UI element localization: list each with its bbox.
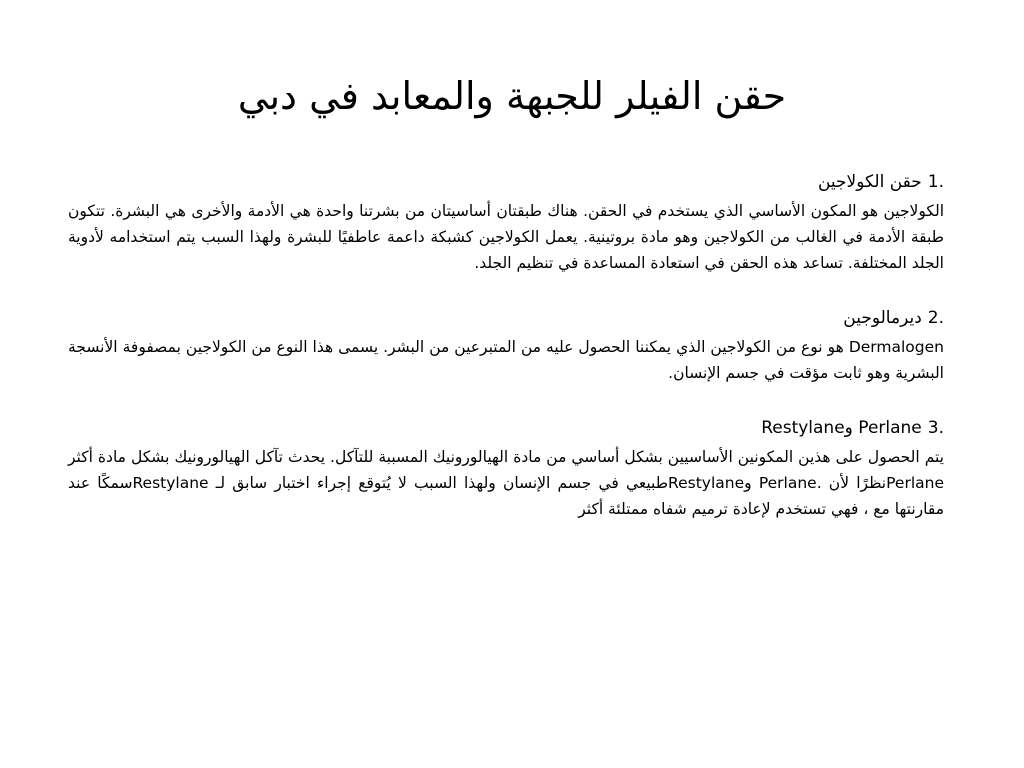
section-paragraph: يتم الحصول على هذين المكونين الأساسيين بشكل أساسي من مادة الهيالورونيك المسببة للتآكل. يحدث تآكل الهيالورونيك بشكل مادة أكثر Perlaneنظرًا لأن .Perlane وRestylaneطبيعي في جسم الإنسان ولهذا السبب لا يُتوقع إجراء اختبار سابق لـ Restylaneسمكًا عند مقارنتها مع ، فهي تستخدم لإعادة ترميم شفاه ممتلئة أكثر [68,448,944,518]
slide-title: حقن الفيلر للجبهة والمعابد في دبي [237,74,787,118]
section-heading [68,304,944,332]
section-number: 1. [927,172,944,192]
section-heading-text: Perlane وRestylane [761,418,922,438]
section-collagen [68,168,944,276]
section-dermalogen [68,304,944,386]
section-perlane-restylane [68,414,944,522]
section-paragraph: الكولاجين هو المكون الأساسي الذي يستخدم في الحقن. هناك طبقتان أساسيتان من بشرتنا واحدة هي الأدمة والأخرى هي البشرة. تتكون طبقة الأدمة في الغالب من الكولاجين وهو مادة بروتينية. يعمل الكولاجين كشبكة داعمة عاطفيًا للبشرة ولهذا السبب يتم استخدامه لأدوية الجلد المختلفة. تساعد هذه الحقن في استعادة المساعدة في تنظيم الجلد. [68,202,944,272]
section-heading [68,414,944,442]
slide-body [68,168,944,522]
section-heading [68,168,944,196]
section-paragraph: Dermalogen هو نوع من الكولاجين الذي يمكننا الحصول عليه من المتبرعين من البشر. يسمى هذا النوع من الكولاجين بمصفوفة الأنسجة البشرية وهو ثابت مؤقت في جسم الإنسان. [68,338,944,382]
section-heading-text: حقن الكولاجين [817,172,922,192]
section-number: 3. [927,418,944,438]
section-number: 2. [927,308,944,328]
section-heading-text: ديرمالوجين [843,308,922,328]
